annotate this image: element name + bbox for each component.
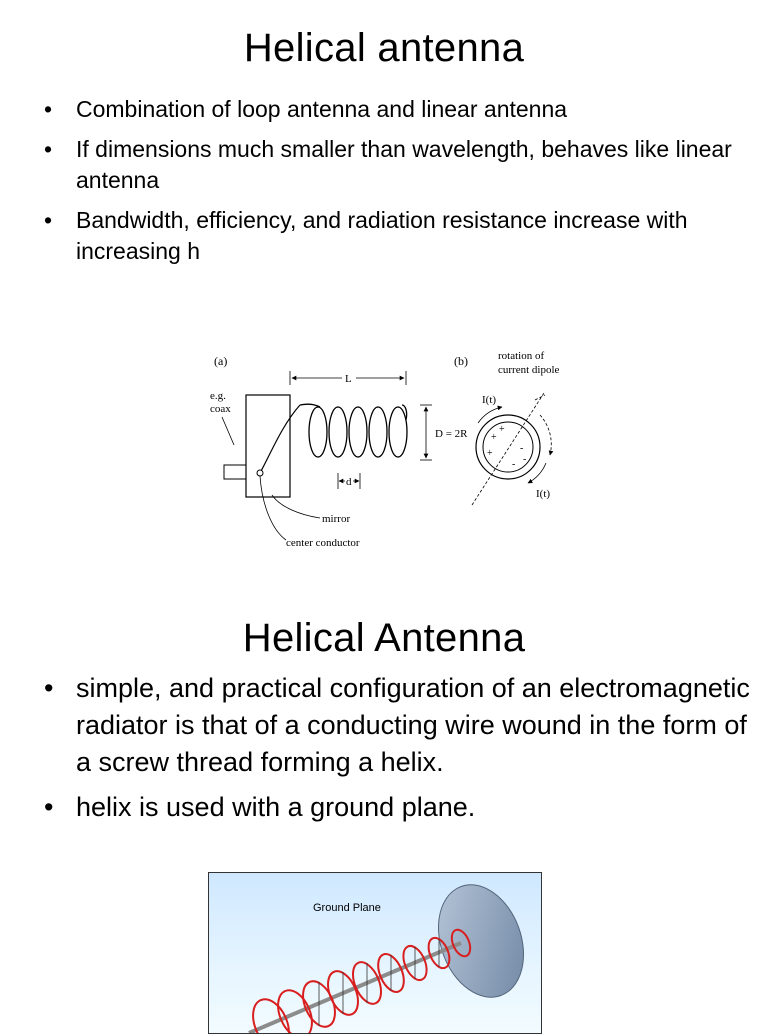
- bullet-item: [40, 670, 750, 781]
- coax-label: coax: [210, 403, 231, 415]
- eg-label: e.g.: [210, 390, 226, 402]
- current-label-top: I(t): [482, 394, 497, 406]
- svg-text:+: +: [499, 424, 505, 435]
- mirror-label: mirror: [322, 513, 351, 525]
- feed-point: [257, 470, 263, 476]
- helical-antenna-diagram: [210, 345, 570, 560]
- bullet-item: [40, 205, 740, 267]
- svg-text:-: -: [512, 459, 516, 470]
- bullet-text: Combination of loop antenna and linear antenna: [76, 96, 568, 122]
- rotation-label-line1: rotation of: [498, 350, 545, 362]
- figure-label-a: (a): [214, 354, 228, 368]
- svg-text:-: -: [520, 443, 524, 454]
- mirror-plate: [246, 395, 290, 497]
- svg-text:-: -: [523, 454, 527, 465]
- bullet-marker: •: [44, 673, 54, 703]
- bullet-marker: •: [44, 96, 53, 122]
- svg-text:+: +: [487, 448, 493, 459]
- ground-plane-label: Ground Plane: [313, 902, 381, 914]
- bullet-item: [40, 789, 750, 826]
- helix-ground-plane-figure: [208, 872, 542, 1034]
- pitch-label: d: [346, 476, 352, 488]
- bullet-marker: •: [44, 136, 53, 162]
- slide-2: [0, 580, 768, 1024]
- slide-title: Helical Antenna: [242, 616, 526, 660]
- figure-label-b: (b): [454, 354, 468, 368]
- coax-pointer: [222, 417, 234, 445]
- bullet-list: [40, 94, 740, 276]
- helix-ground-plane-svg: [209, 873, 541, 1033]
- slide-title: Helical antenna: [243, 26, 525, 70]
- bullet-text: Bandwidth, efficiency, and radiation resistance increase with increasing h: [76, 207, 688, 264]
- length-label: L: [345, 373, 352, 385]
- svg-text:+: +: [491, 432, 497, 443]
- rotation-label-line2: current dipole: [498, 364, 560, 376]
- bullet-list: [40, 670, 750, 834]
- bullet-marker: •: [44, 792, 54, 822]
- coax-connector: [224, 465, 246, 479]
- diameter-label: D = 2R: [435, 428, 468, 440]
- bullet-marker: •: [44, 207, 53, 233]
- bullet-text: If dimensions much smaller than wavelength, behaves like linear antenna: [76, 136, 732, 193]
- bullet-text: simple, and practical configuration of an electromagnetic radiator is that of a conducting wire wound in the form of a screw thread forming a helix.: [76, 673, 750, 777]
- bullet-item: [40, 134, 740, 196]
- center-conductor-label: center conductor: [286, 537, 360, 549]
- current-label-bottom: I(t): [536, 488, 551, 500]
- bullet-text: helix is used with a ground plane.: [76, 792, 476, 822]
- helix-coils: [300, 404, 407, 457]
- bullet-item: [40, 94, 740, 125]
